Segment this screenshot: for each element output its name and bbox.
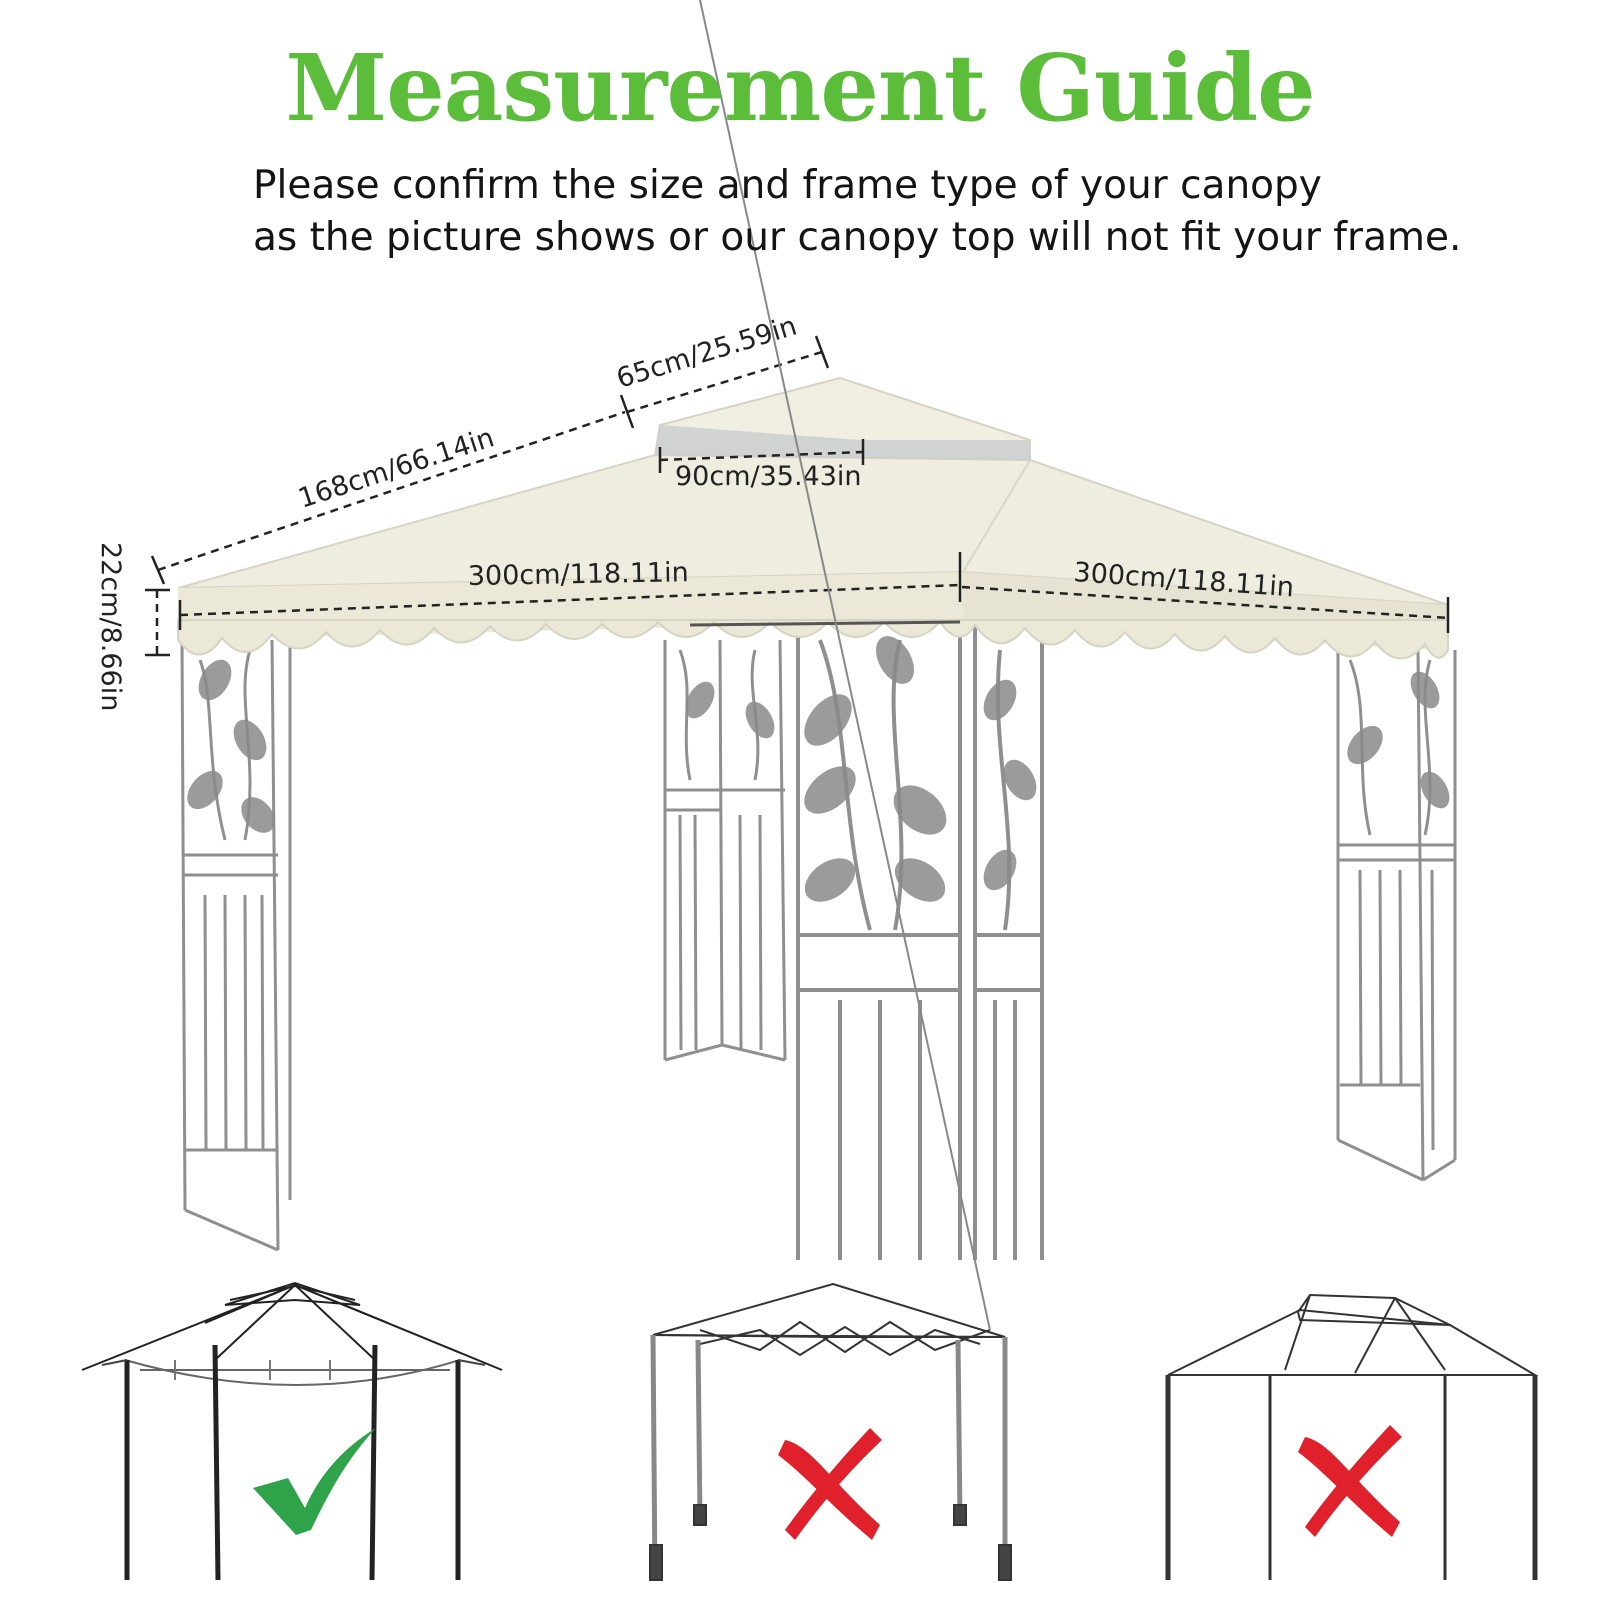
- instructions-line-2: as the picture shows or our canopy top will not fit your frame.: [253, 215, 1462, 260]
- frame-type-compatible: [82, 1283, 502, 1580]
- frame-type-incompatible-hip: [1168, 1295, 1535, 1580]
- slope-length-label: 168cm/66.14in: [294, 422, 498, 515]
- vent-width-label: 90cm/35.43in: [675, 461, 862, 492]
- check-mark-icon: [253, 1428, 376, 1535]
- leaf-decorations: [180, 629, 1455, 910]
- right-leg-panel: [1338, 650, 1455, 1180]
- instructions-line-1: Please confirm the size and frame type of your canopy: [253, 163, 1322, 208]
- valance-height-label: 22cm/8.66in: [95, 542, 126, 712]
- side-width-label: 300cm/118.11in: [1072, 557, 1296, 604]
- top-vent-depth-label: 65cm/25.59in: [612, 310, 801, 395]
- cross-mark-icon: [778, 1428, 882, 1540]
- instructions-text: [253, 160, 1461, 264]
- cross-mark-icon: [1298, 1425, 1402, 1537]
- scalloped-valance: [178, 620, 1448, 659]
- back-middle-leg-panel: [665, 640, 785, 1060]
- page-title: Measurement Guide: [285, 34, 1315, 142]
- front-width-label: 300cm/118.11in: [467, 557, 689, 592]
